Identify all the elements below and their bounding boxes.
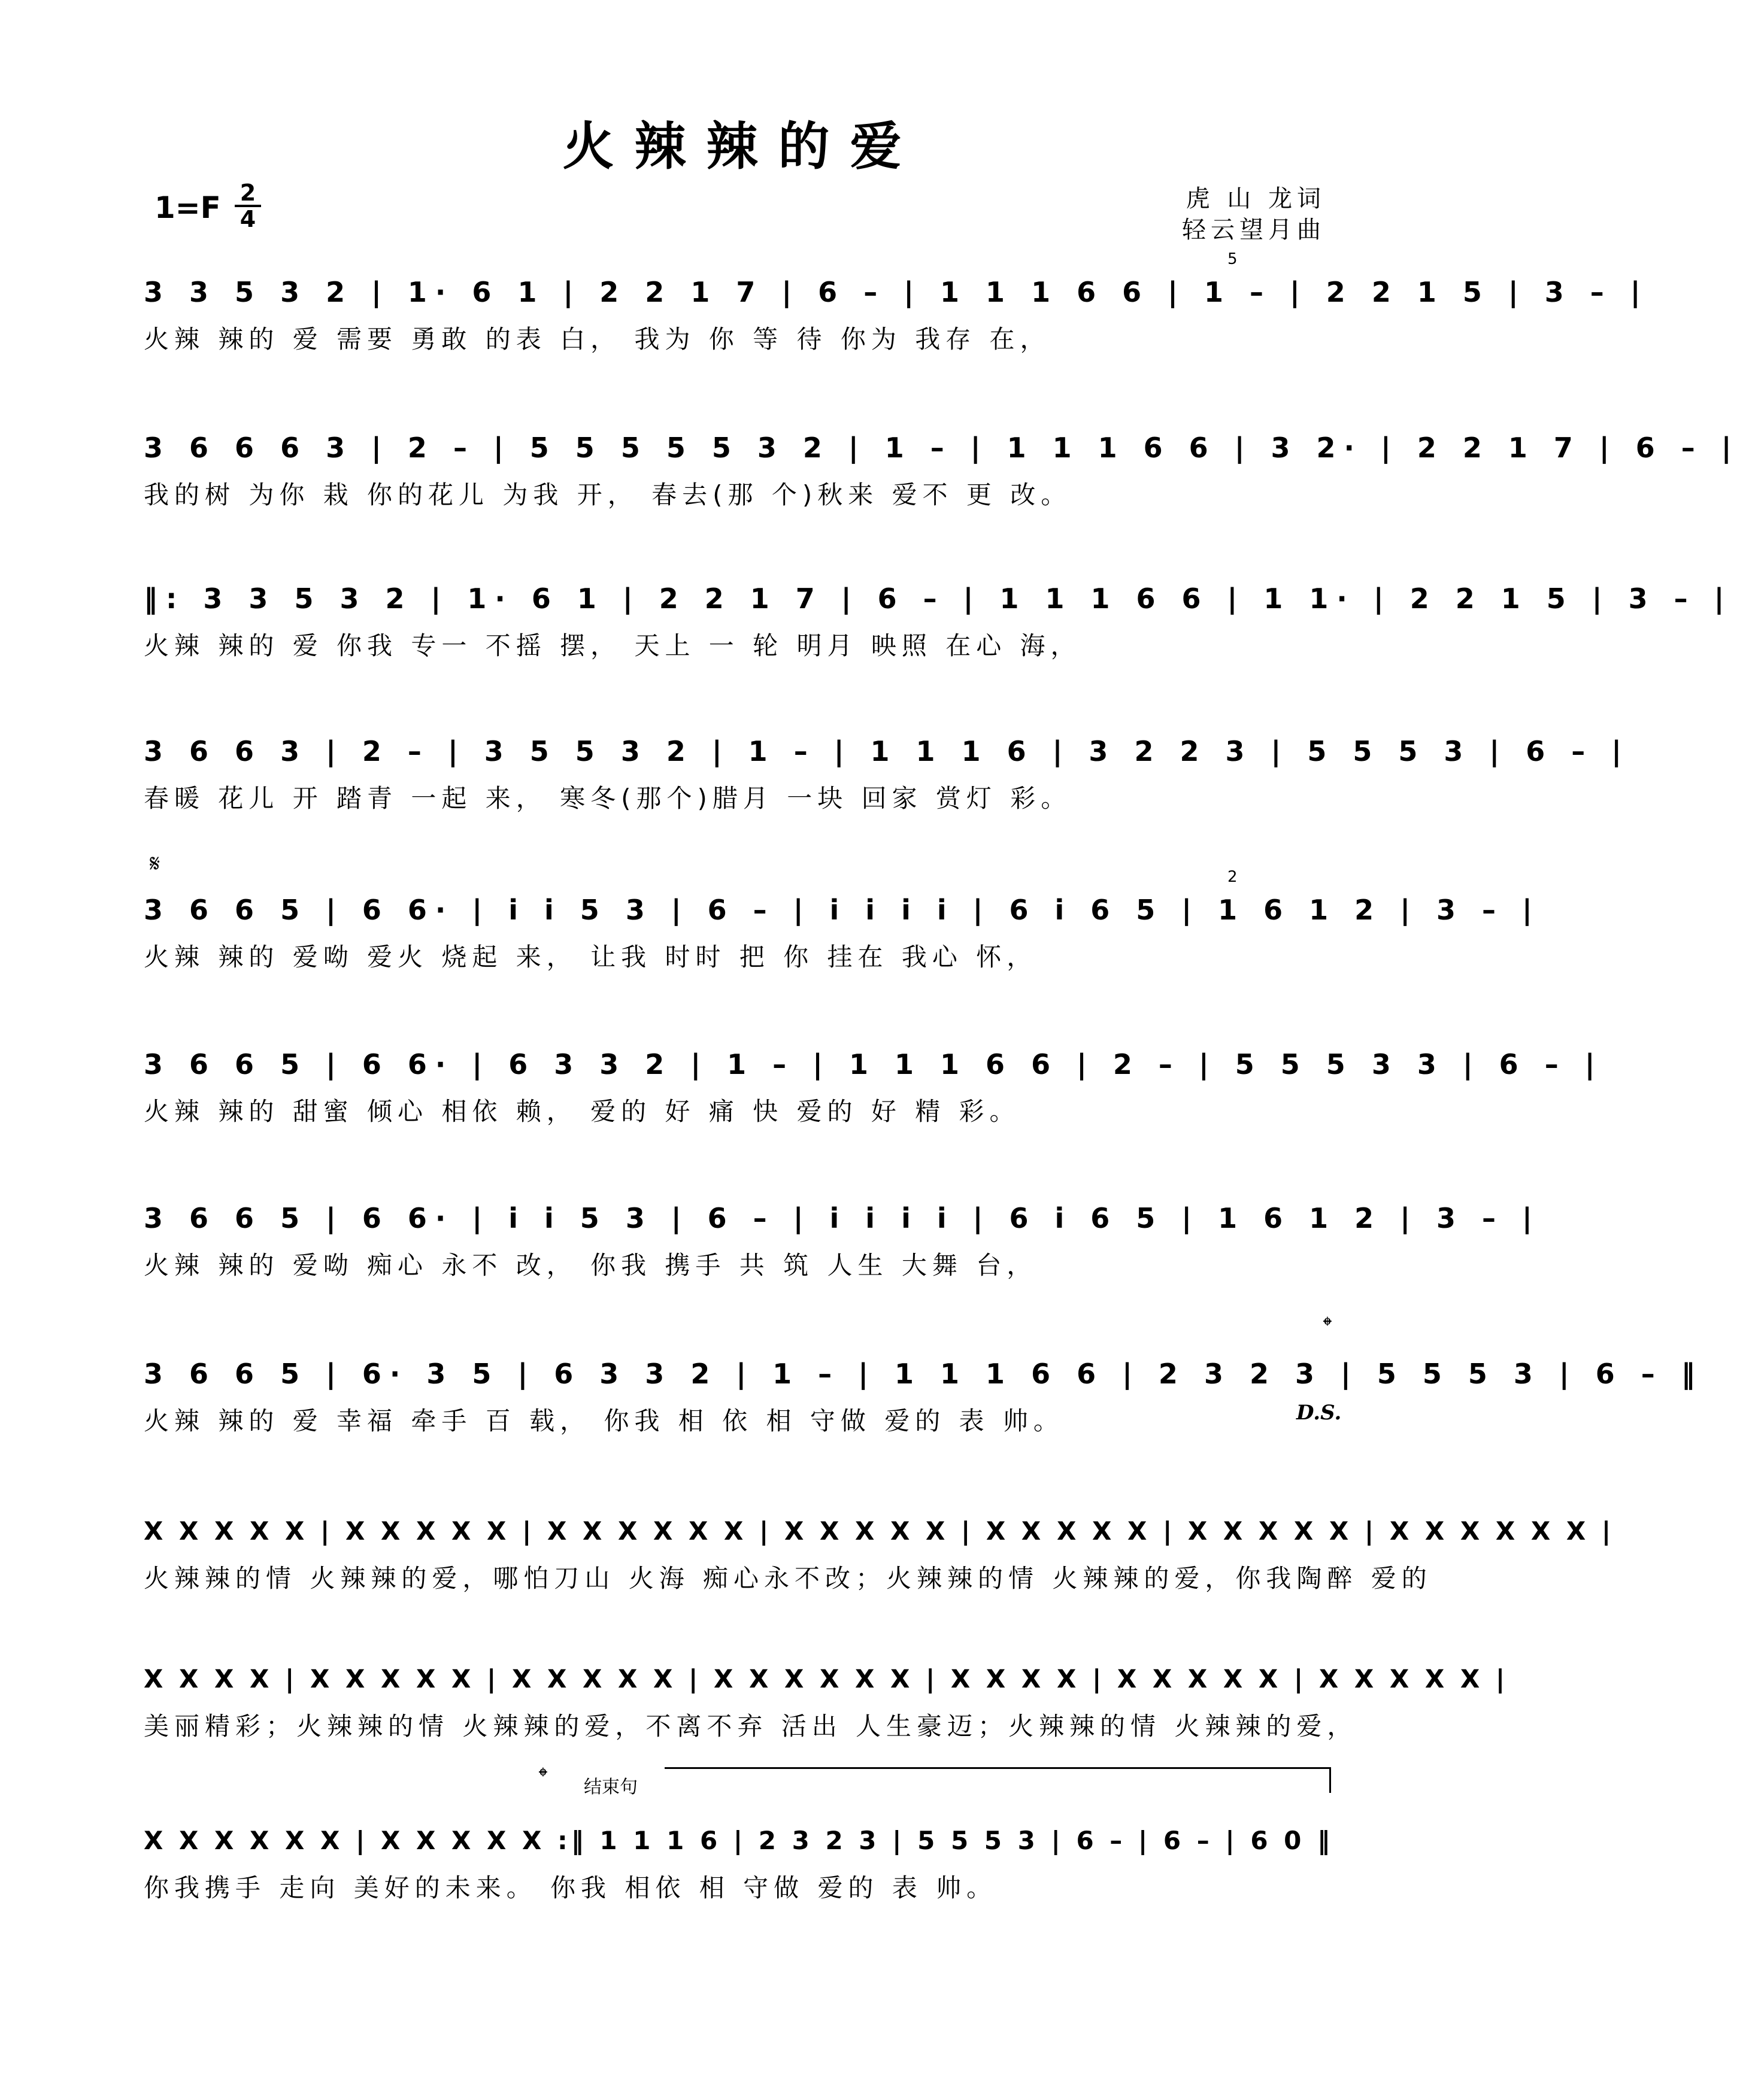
lyrics-row: 火辣 辣的 爱 你我 专一 不摇 摆， 天上 一 轮 明月 映照 在心 海， (144, 631, 1081, 660)
notes-row: 3 6 6 5 | 6 6· | i i 5 3 | 6 – | i i i i | 6 i 6 5 | 1 6 1 2 | 3 – | (144, 894, 1541, 926)
notes-row: 3 6 6 5 | 6 6· | 6 3 3 2 | 1 – | 1 1 1 6 6 | 2 – | 5 5 5 3 3 | 6 – | (144, 1048, 1603, 1081)
notes-row: 3 6 6 3 | 2 – | 3 5 5 3 2 | 1 – | 1 1 1 6 | 3 2 2 3 | 5 5 5 3 | 6 – | (144, 735, 1630, 767)
volta-marker: 2 (1227, 868, 1238, 886)
lyrics-row: 火辣 辣的 爱呦 痴心 永不 改， 你我 携手 共 筑 人生 大舞 台， (144, 1251, 1038, 1280)
notes-row: X X X X X X | X X X X X :‖ 1 1 1 6 | 2 3 2 3 | 5 5 5 3 | 6 – | 6 – | 6 0 ‖ (144, 1826, 1334, 1855)
segno-icon: 𝄋 (150, 850, 160, 878)
lyrics-row: 你我携手 走向 美好的未来。 你我 相依 相 守做 爱的 表 帅。 (144, 1873, 998, 1902)
lyrics-row: 火辣 辣的 爱 需要 勇敢 的表 白， 我为 你 等 待 你为 我存 在， (144, 324, 1051, 354)
page-title: 火辣辣的爱 (562, 117, 922, 177)
notes-row: 3 6 6 5 | 6· 3 5 | 6 3 3 2 | 1 – | 1 1 1 6 6 | 2 3 2 3 | 5 5 5 3 | 6 – ‖ (144, 1358, 1703, 1390)
lyrics-row: 火辣 辣的 爱 幸福 牵手 百 载， 你我 相 依 相 守做 爱的 表 帅。 (144, 1406, 1064, 1436)
time-signature-bottom: 4 (240, 206, 256, 232)
lyrics-row: 火辣辣的情 火辣辣的爱，哪怕刀山 火海 痴心永不改；火辣辣的情 火辣辣的爱，你我陶醉 爱的 (144, 1564, 1432, 1593)
lyrics-row: 春暖 花儿 开 踏青 一起 来， 寒冬(那个)腊月 一块 回家 赏灯 彩。 (144, 784, 1072, 813)
notes-row: 3 3 5 3 2 | 1· 6 1 | 2 2 1 7 | 6 – | 1 1 1 6 6 | 1 – | 2 2 1 5 | 3 – | (144, 276, 1649, 308)
coda-icon: 𝄌 (1323, 1312, 1332, 1340)
composer-credit: 轻云望月曲 (1182, 216, 1326, 244)
notes-row: ‖: 3 3 5 3 2 | 1· 6 1 | 2 2 1 7 | 6 – | 1 1 1 6 6 | 1 1· | 2 2 1 5 | 3 – | (144, 582, 1733, 615)
dal-segno-marking: D.S. (1296, 1401, 1342, 1425)
notes-row: X X X X | X X X X X | X X X X X | X X X X X X | X X X X | X X X X X | X X X X X | (144, 1664, 1509, 1694)
lyrics-row: 美丽精彩；火辣辣的情 火辣辣的爱，不离不弃 活出 人生豪迈；火辣辣的情 火辣辣的爱， (144, 1711, 1358, 1741)
notes-row: 3 6 6 6 3 | 2 – | 5 5 5 5 5 3 2 | 1 – | 1 1 1 6 6 | 3 2· | 2 2 1 7 | 6 – | (144, 432, 1740, 464)
volta-marker: 5 (1227, 250, 1238, 268)
notes-row: 3 6 6 5 | 6 6· | i i 5 3 | 6 – | i i i i | 6 i 6 5 | 1 6 1 2 | 3 – | (144, 1202, 1541, 1234)
coda-icon: 𝄌 (539, 1763, 547, 1791)
lyrics-row: 火辣 辣的 甜蜜 倾心 相依 赖， 爱的 好 痛 快 爱的 好 精 彩。 (144, 1097, 1020, 1126)
ending-bracket (665, 1767, 1331, 1793)
key-signature: 1=F (154, 190, 221, 225)
lyrics-row: 我的树 为你 栽 你的花儿 为我 开， 春去(那 个)秋来 爱不 更 改。 (144, 480, 1072, 509)
notes-row: X X X X X | X X X X X | X X X X X X | X X X X X | X X X X X | X X X X X | X X X X X X | (144, 1516, 1615, 1546)
time-signature (235, 181, 261, 231)
ending-label: 结束句 (584, 1777, 638, 1798)
lyrics-row: 火辣 辣的 爱呦 爱火 烧起 来， 让我 时时 把 你 挂在 我心 怀， (144, 942, 1038, 972)
time-signature-top: 2 (235, 181, 261, 207)
lyricist-credit: 虎 山 龙词 (1186, 185, 1326, 213)
